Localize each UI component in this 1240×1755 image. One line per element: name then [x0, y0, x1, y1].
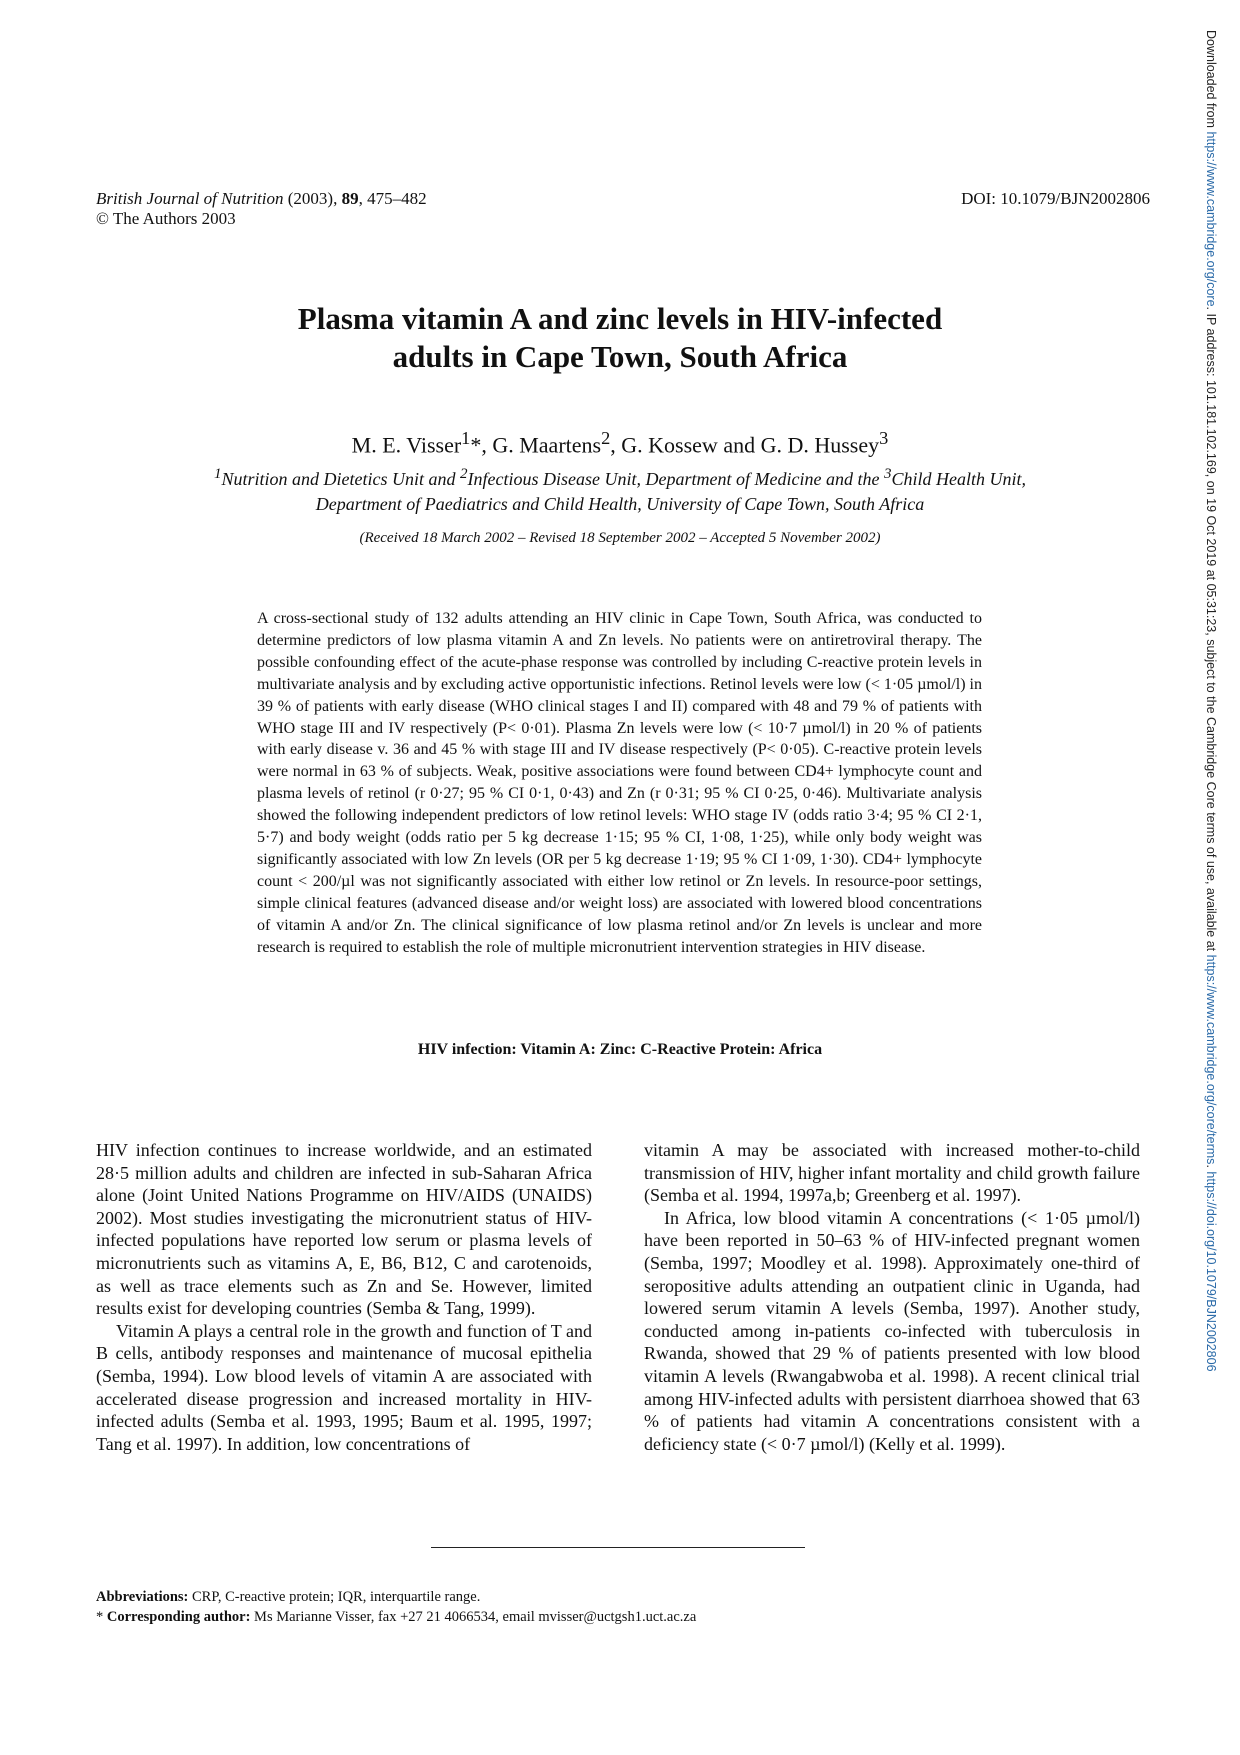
author-3: , G. Kossew and G. D. Hussey — [610, 432, 880, 458]
journal-pages: , 475–482 — [358, 189, 427, 208]
corresponding-mark: * — [96, 1609, 107, 1625]
download-middle: . IP address: 101.181.102.169, on 19 Oct 2019 at 05:31:23, subject to the Cambridge Core terms of use, available at — [1204, 306, 1218, 955]
footnote-corresponding-author — [96, 1608, 1146, 1627]
download-sep: . — [1204, 1164, 1218, 1172]
author-1: M. E. Visser — [351, 432, 462, 458]
affil-sup-3: 3 — [883, 466, 892, 482]
author-2-sup: 2 — [601, 428, 611, 448]
journal-name: British Journal of Nutrition — [96, 189, 284, 208]
download-prefix: Downloaded from — [1204, 30, 1218, 132]
corresponding-label: Corresponding author: — [106, 1609, 251, 1625]
footnote-abbreviations — [96, 1588, 1146, 1607]
download-notice-text — [1204, 30, 1218, 1730]
affil-sup-2: 2 — [460, 466, 468, 482]
author-1-sup: 1 — [461, 428, 471, 448]
abbreviations-text: CRP, C-reactive protein; IQR, interquartile range. — [188, 1589, 481, 1605]
title-line-2: adults in Cape Town, South Africa — [392, 339, 848, 374]
journal-volume: 89 — [341, 189, 359, 208]
title-line-1: Plasma vitamin A and zinc levels in HIV-infected — [297, 301, 943, 336]
body-column-right — [644, 1139, 1140, 1455]
abbreviations-label: Abbreviations: — [96, 1589, 189, 1605]
article-title — [150, 300, 1090, 376]
body-paragraph: In Africa, low blood vitamin A concentrations (< 1·05 µmol/l) have been reported in 50–63 % of HIV-infected pregnant women (Semba, 1997; Moodley et al. 1998). Approximately one-third of seropositive adults attending an outpatient clinic in Uganda, had lowered serum vitamin A levels (Semba, 1997). Another study, conducted among in-patients co-infected with tuberculosis in Rwanda, showed that 29 % of patients presented with low blood vitamin A levels (Rwangabwoba et al. 1998). A recent clinical trial among HIV-infected adults with persistent diarrhoea showed that 63 % of patients had vitamin A concentrations consistent with a deficiency state (< 0·7 µmol/l) (Kelly et al. 1999). — [644, 1207, 1140, 1454]
affil-text-2: Infectious Disease Unit, Department of Medicine and the — [467, 469, 884, 489]
author-1-mark: *, — [470, 432, 493, 458]
body-paragraph: HIV infection continues to increase worldwide, and an estimated 28·5 million adults and children are infected in sub-Saharan Africa alone (Joint United Nations Programme on HIV/AIDS (UNAIDS) 2002). Most studies investigating the micronutrient status of HIV-infected populations have reported low serum or plasma levels of micronutrients such as vitamins A, E, B6, B12, C and carotenoids, as well as trace elements such as Zn and Se. However, limited results exist for developing countries (Semba & Tang, 1999). — [96, 1140, 592, 1319]
author-list — [150, 424, 1090, 459]
journal-citation — [96, 189, 427, 209]
affil-text-3: Child Health Unit, — [891, 469, 1026, 489]
affil-sup-1: 1 — [214, 466, 222, 482]
download-notice-sidebar — [1198, 30, 1218, 1730]
copyright-line: © The Authors 2003 — [96, 209, 236, 228]
cambridge-core-link[interactable]: https://www.cambridge.org/core — [1204, 131, 1218, 307]
author-3-sup: 3 — [879, 428, 889, 448]
affiliations — [110, 462, 1130, 517]
keywords: HIV infection: Vitamin A: Zinc: C-Reactive Protein: Africa — [417, 1041, 823, 1058]
cambridge-terms-link[interactable]: https://www.cambridge.org/core/terms — [1204, 954, 1218, 1165]
running-header-left — [96, 189, 427, 229]
affiliation-line-2: Department of Paediatrics and Child Health, University of Cape Town, South Africa — [315, 494, 925, 514]
corresponding-text: Ms Marianne Visser, fax +27 21 4066534, email mvisser@uctgsh1.uct.ac.za — [250, 1609, 697, 1625]
affil-text-1: Nutrition and Dietetics Unit and — [221, 469, 461, 489]
abstract: A cross-sectional study of 132 adults attending an HIV clinic in Cape Town, South Africa, was conducted to determine predictors of low plasma vitamin A and Zn levels. No patients were on antiretroviral therapy. The possible confounding effect of the acute-phase response was controlled by including C-reactive protein levels in multivariate analysis and by excluding active opportunistic infections. Retinol levels were low (< 1·05 µmol/l) in 39 % of patients with early disease (WHO clinical stages I and II) compared with 48 and 79 % of patients with WHO stage III and IV respectively (P< 0·01). Plasma Zn levels were low (< 10·7 µmol/l) in 20 % of patients with early disease v. 36 and 45 % with stage III and IV disease respectively (P< 0·05). C-reactive protein levels were normal in 63 % of subjects. Weak, positive associations were found between CD4+ lymphocyte count and plasma levels of retinol (r 0·27; 95 % CI 0·1, 0·43) and Zn (r 0·31; 95 % CI 0·25, 0·46). Multivariate analysis showed the following independent predictors of low retinol levels: WHO stage IV (odds ratio 3·4; 95 % CI 2·1, 5·7) and body weight (odds ratio per 5 kg decrease 1·15; 95 % CI, 1·08, 1·25), while only body weight was significantly associated with low Zn levels (OR per 5 kg decrease 1·19; 95 % CI 1·09, 1·30). CD4+ lymphocyte count < 200/µl was not significantly associated with either low retinol or Zn levels. In resource-poor settings, simple clinical features (advanced disease and/or weight loss) are associated with lowered blood concentrations of vitamin A and/or Zn. The clinical significance of low plasma retinol and/or Zn levels is unclear and more research is required to establish the role of multiple micronutrient intervention strategies in HIV disease. — [257, 610, 982, 956]
received-dates: (Received 18 March 2002 – Revised 18 September 2002 – Accepted 5 November 2002) — [359, 530, 881, 546]
author-2: G. Maartens — [492, 432, 602, 458]
doi-label: DOI: 10.1079/BJN2002806 — [961, 189, 1150, 208]
body-column-left — [96, 1139, 592, 1455]
body-paragraph: vitamin A may be associated with increased mother-to-child transmission of HIV, higher infant mortality and child growth failure (Semba et al. 1994, 1997a,b; Greenberg et al. 1997). — [644, 1140, 1140, 1206]
journal-year: (2003), — [287, 189, 338, 208]
body-paragraph: Vitamin A plays a central role in the growth and function of T and B cells, antibody responses and maintenance of mucosal epithelia (Semba, 1994). Low blood levels of vitamin A are associated with accelerated disease progression and increased mortality in HIV-infected adults (Semba et al. 1993, 1995; Baum et al. 1995, 1997; Tang et al. 1997). In addition, low concentrations of — [96, 1320, 592, 1454]
doi-link[interactable]: https://doi.org/10.1079/BJN2002806 — [1204, 1171, 1218, 1372]
affiliation-line-1 — [110, 462, 1130, 492]
footnote-divider — [431, 1547, 805, 1548]
